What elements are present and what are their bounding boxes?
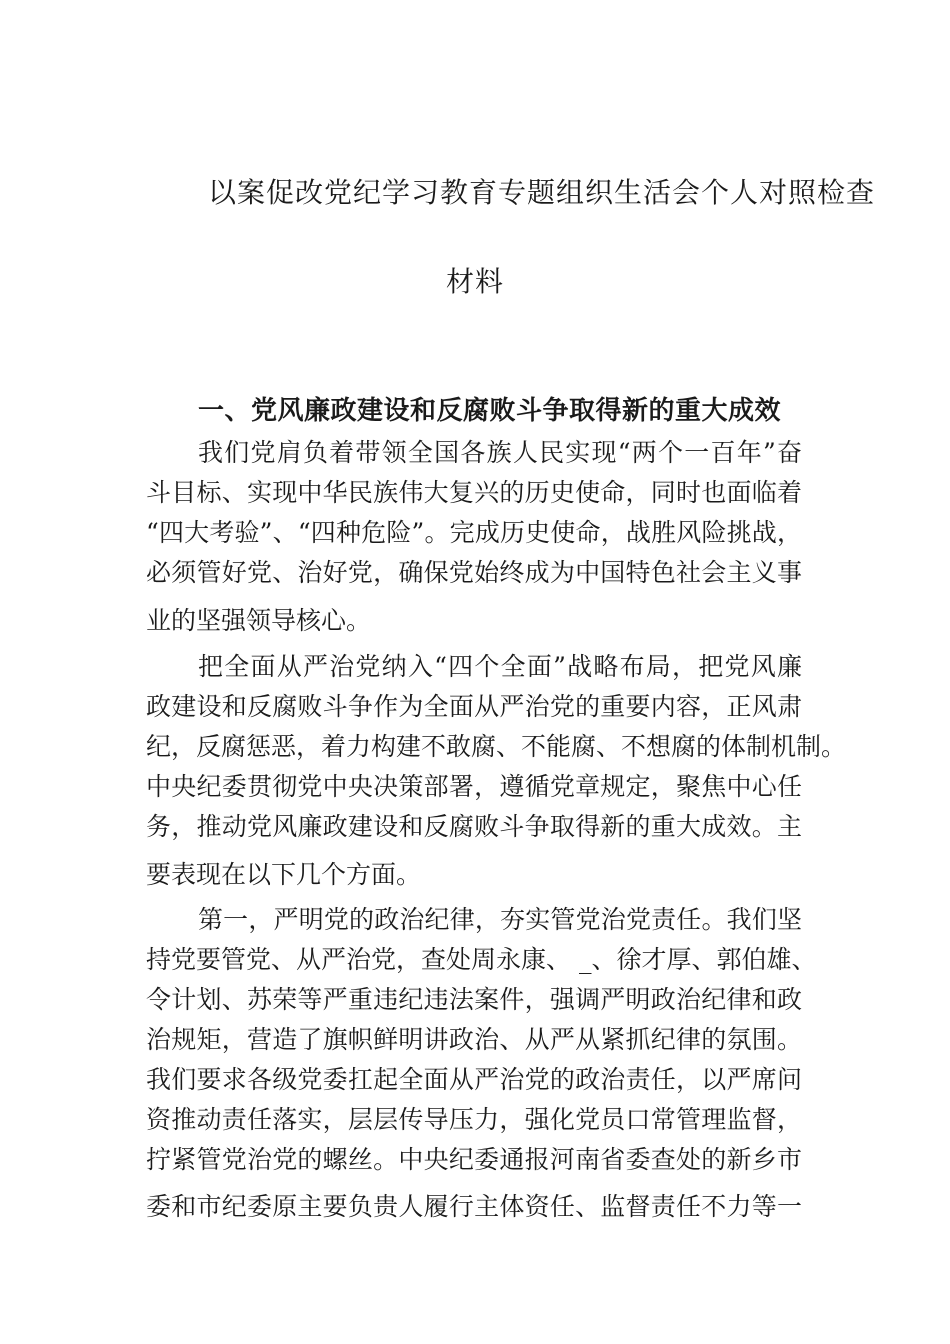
section-heading: 一、党风廉政建设和反腐败斗争取得新的重大成效 <box>198 396 782 426</box>
paragraph-line: 斗目标、实现中华民族伟大复兴的历史使命，同时也面临着 <box>146 478 802 507</box>
paragraph-line: 委和市纪委原主要负贵人履行主体资任、监督责任不力等一 <box>146 1192 802 1221</box>
paragraph-line: 把全面从严治党纳入“四个全面”战略布局，把党风廉 <box>198 652 802 681</box>
paragraph-line: 纪，反腐惩恶，着力构建不敢腐、不能腐、不想腐的体制机制。 <box>146 732 847 761</box>
paragraph-line: 我们要求各级党委扛起全面从严治党的政治责任，以严席问 <box>146 1065 802 1094</box>
paragraph-line: 政建设和反腐败斗争作为全面从严治党的重要内容，正风肃 <box>146 692 802 721</box>
paragraph-line: 资推动责任落实，层层传导压力，强化党员口常管理监督， <box>146 1105 802 1134</box>
paragraph-line: 令计划、苏荣等严重违纪违法案件，强调严明政治纪律和政 <box>146 985 802 1014</box>
paragraph-line: 业的坚强领导核心。 <box>146 606 372 635</box>
document-title-line-1: 以案促改党纪学习教育专题组织生活会个人对照检查 <box>208 176 876 209</box>
paragraph-line: 要表现在以下几个方面。 <box>146 860 422 889</box>
paragraph-line: 治规矩，营造了旗帜鲜明讲政治、从严从紧抓纪律的氛围。 <box>146 1025 802 1054</box>
paragraph-line: 我们党肩负着带领全国各族人民实现“两个一百年”奋 <box>198 438 802 467</box>
paragraph-line: 必须管好党、治好党，确保党始终成为中国特色社会主义事 <box>146 558 802 587</box>
paragraph-line: 拧紧管党治党的螺丝。中央纪委通报河南省委查处的新乡市 <box>146 1145 802 1174</box>
paragraph-line: 持党要管党、从严治党，查处周永康、 _、徐才厚、郭伯雄、 <box>146 945 817 974</box>
paragraph-line: 中央纪委贯彻党中央决策部署，遵循党章规定，聚焦中心任 <box>146 772 802 801</box>
paragraph-line: “四大考验”、“四种危险”。完成历史使命，战胜风险挑战， <box>146 518 802 547</box>
document-title-line-2: 材料 <box>446 265 505 298</box>
paragraph-line: 务，推动党风廉政建设和反腐败斗争取得新的重大成效。主 <box>146 812 802 841</box>
paragraph-line: 第一，严明党的政治纪律，夯实管党治党责任。我们坚 <box>198 905 802 934</box>
